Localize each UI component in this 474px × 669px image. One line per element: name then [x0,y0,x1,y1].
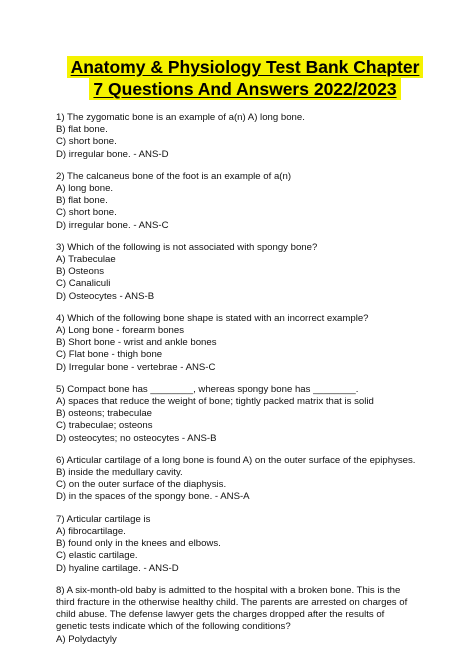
answer-option: B) osteons; trabeculae [56,408,152,420]
question-block [56,242,434,303]
answer-option: A) long bone. [56,183,114,195]
answer-option: C) Canaliculi [56,278,111,290]
question-text: 1) The zygomatic bone is an example of a(n) A) long bone. [56,112,305,123]
question-list [56,112,434,646]
answer-option: B) found only in the knees and elbows. [56,538,221,550]
answer-option: D) in the spaces of the spongy bone. - ANS-A [56,491,250,503]
answer-option: B) inside the medullary cavity. [56,467,183,479]
answer-option: D) osteocytes; no osteocytes - ANS-B [56,432,217,444]
question-block [56,514,434,575]
answer-option: C) on the outer surface of the diaphysis. [56,479,227,491]
question-text: 6) Articular cartilage of a long bone is found A) on the outer surface of the epiphyses. [56,454,416,466]
answer-option: A) spaces that reduce the weight of bone; tightly packed matrix that is solid [56,396,374,408]
question-text: 4) Which of the following bone shape is stated with an incorrect example? [56,312,369,324]
answer-option: D) hyaline cartilage. - ANS-D [56,562,179,574]
question-block [56,112,434,161]
answer-option: D) Irregular bone - vertebrae - ANS-C [56,361,216,373]
question-block [56,313,434,374]
answer-option: D) irregular bone. - ANS-D [56,148,169,160]
question-text: 3) Which of the following is not associated with spongy bone? [56,241,318,253]
document-title [56,56,434,100]
question-block [56,585,434,646]
question-text: 8) A six-month-old baby is admitted to the hospital with a broken bone. This is the [56,584,401,596]
question-text: 5) Compact bone has ________, whereas spongy bone has ________. [56,383,359,395]
answer-option: D) irregular bone. - ANS-C [56,219,169,231]
answer-option: A) Long bone - forearm bones [56,325,184,337]
answer-option: B) flat bone. [56,195,108,207]
question-block [56,171,434,232]
answer-option: third fracture in the otherwise healthy child. The parents are arrested on charges of [56,596,408,608]
question-text: 2) The calcaneus bone of the foot is an example of a(n) [56,170,292,182]
answer-option: C) elastic cartilage. [56,550,138,562]
title-line-1: Anatomy & Physiology Test Bank Chapter [67,56,424,78]
answer-option: A) Trabeculae [56,254,116,266]
answer-option: C) short bone. [56,207,117,219]
answer-option: A) Polydactyly [56,633,117,645]
answer-option: D) Osteocytes - ANS-B [56,290,155,302]
answer-option: B) flat bone. [56,124,108,136]
answer-option: B) Short bone - wrist and ankle bones [56,337,217,349]
answer-option: C) trabeculae; osteons [56,420,153,432]
title-line-2: 7 Questions And Answers 2022/2023 [89,78,400,100]
question-text: 7) Articular cartilage is [56,513,151,525]
answer-option: A) fibrocartilage. [56,525,126,537]
answer-option: child abuse. The defense lawyer gets the charges dropped after the results of [56,609,385,621]
answer-option: C) short bone. [56,136,117,148]
answer-option: C) Flat bone - thigh bone [56,349,163,361]
answer-option: B) Osteons [56,266,104,278]
question-block [56,455,434,504]
answer-option: genetic tests indicate which of the following conditions? [56,621,291,633]
question-block [56,384,434,445]
